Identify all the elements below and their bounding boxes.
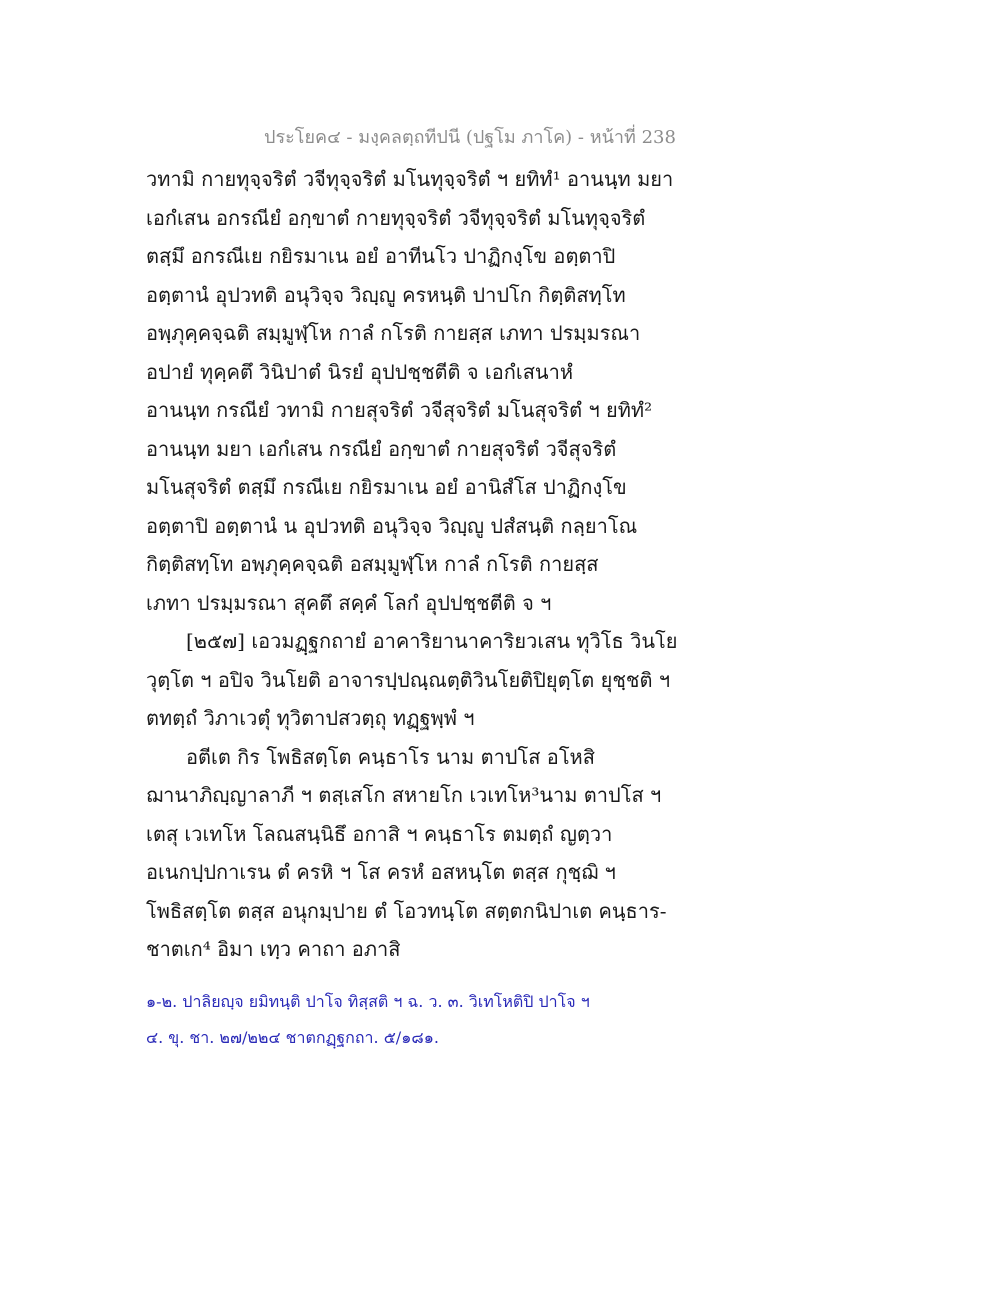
- paragraph-start-line: อตีเต กิร โพธิสตฺโต คนฺธาโร นาม ตาปโส อโหสิ: [186, 744, 595, 769]
- text-line: ตทตฺถํ วิภาเวตุํ ทุวิตาปสวตฺถุ ทฏฺฐพฺพํ ฯ: [146, 706, 475, 730]
- text-line: กิตฺติสทฺโท อพฺภุคฺคจฺฉติ อสมฺมูฬฺโห กาลํ กโรติ กายสฺส: [146, 552, 599, 576]
- text-line: เภทา ปรมฺมรณา สุคตึ สคฺคํ โลกํ อุปปชฺชตีติ จ ฯ: [146, 590, 552, 615]
- text-line: วทามิ กายทุจฺจริตํ วจีทุจฺจริตํ มโนทุจฺจริตํ ฯ ยทิทํ¹ อานนฺท มยา: [146, 167, 674, 191]
- text-line: อตฺตานํ อุปวทติ อนุวิจฺจ วิญฺญู ครหนฺติ ปาปโก กิตฺติสทฺโท: [146, 282, 626, 307]
- text-line: อานนฺท กรณียํ วทามิ กายสุจริตํ วจีสุจริตํ มโนสุจริตํ ฯ ยทิทํ²: [146, 398, 653, 422]
- body-text: [146, 160, 678, 969]
- paragraph-start-line: [๒๕๗] เอวมฏฺฐกถายํ อาคาริยานาคาริยวเสน ทุวิโธ วินโย: [186, 629, 678, 653]
- footnotes: [146, 984, 686, 1056]
- footnote: ๑-๒. ปาลิยญฺจ ยมิทนฺติ ปาโจ ทิสฺสติ ฯ ฉ. ว. ๓. วิเทโหติปิ ปาโจ ฯ: [146, 992, 590, 1011]
- text-line: อตฺตาปิ อตฺตานํ น อุปวทติ อนุวิจฺจ วิญฺญู ปสํสนฺติ กลฺยาโณ: [146, 513, 638, 538]
- text-line: ชาตเก⁴ อิมา เทฺว คาถา อภาสิ: [146, 937, 401, 961]
- footnote: ๔. ขุ. ชา. ๒๗/๒๒๔ ชาตกฏฺฐกถา. ๕/๑๘๑.: [146, 1028, 439, 1047]
- text-line: อานนฺท มยา เอกํเสน กรณียํ อกฺขาตํ กายสุจริตํ วจีสุจริตํ: [146, 436, 617, 461]
- text-line: อพฺภุคฺคจฺฉติ สมฺมูฬฺโห กาลํ กโรติ กายสฺส เภทา ปรมฺมรณา: [146, 321, 641, 345]
- text-line: ตสฺมึ อกรณีเย กยิรมาเน อยํ อาทีนโว ปาฏิกงฺโข อตฺตาปิ: [146, 244, 616, 268]
- text-line: ฌานาภิญฺญาลาภี ฯ ตสฺเสโก สหายโก เวเทโห³นาม ตาปโส ฯ: [146, 783, 662, 807]
- text-line: วุตฺโต ฯ อปิจ วินโยติ อาจารปฺปณฺณตฺติวินโยติปิยุตฺโต ยุชฺชติ ฯ: [146, 667, 671, 692]
- text-line: เอกํเสน อกรณียํ อกฺขาตํ กายทุจฺจริตํ วจีทุจฺจริตํ มโนทุจฺจริตํ: [146, 205, 646, 230]
- text-line: อปายํ ทุคฺคตึ วินิปาตํ นิรยํ อุปปชฺชตีติ จ เอกํเสนาหํ: [146, 359, 574, 384]
- page-header: ประโยค๔ - มงฺคลตฺถทีปนี (ปฐโม ภาโค) - หน้าที่ 238: [264, 127, 676, 148]
- text-line: มโนสุจริตํ ตสฺมึ กรณีเย กยิรมาเน อยํ อานิสํโส ปาฏิกงฺโข: [146, 475, 627, 499]
- text-line: เตสุ เวเทโห โลณสนฺนิธึ อกาสิ ฯ คนฺธาโร ตมตฺถํ ญตฺวา: [146, 821, 613, 846]
- text-line: อเนกปฺปกาเรน ตํ ครหิ ฯ โส ครหํ อสหนฺโต ตสฺส กุชฺฌิ ฯ: [146, 860, 616, 884]
- text-line: โพธิสตฺโต ตสฺส อนุกมฺปาย ตํ โอวทนฺโต สตฺตกนิปาเต คนฺธาร-: [146, 898, 667, 923]
